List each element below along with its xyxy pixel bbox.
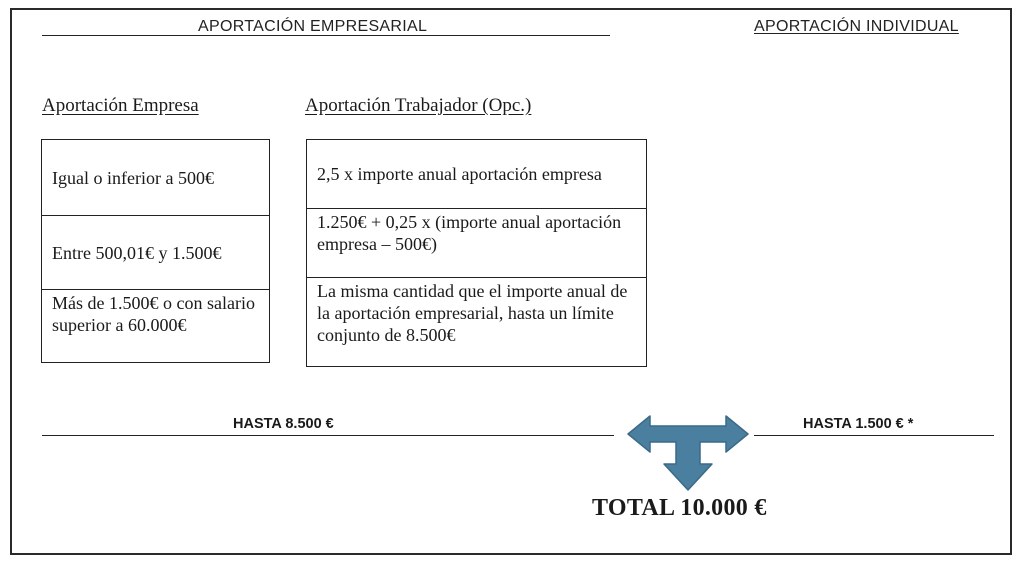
individual-limit-line: [754, 435, 994, 436]
total-label: TOTAL 10.000 €: [592, 495, 767, 521]
individual-contribution-heading: APORTACIÓN INDIVIDUAL: [754, 18, 959, 35]
company-row-3: Más de 1.500€ o con salario superior a 60.000€: [42, 289, 269, 362]
worker-row-1: 2,5 x importe anual aportación empresa: [317, 164, 602, 184]
company-contribution-heading: APORTACIÓN EMPRESARIAL: [198, 18, 428, 35]
worker-row-2: 1.250€ + 0,25 x (importe anual aportación empresa – 500€): [307, 208, 646, 277]
company-heading-line: [42, 35, 610, 36]
worker-column-title: Aportación Trabajador (Opc.): [305, 95, 532, 116]
company-limit-label: HASTA 8.500 €: [233, 416, 334, 432]
company-table: [41, 139, 270, 363]
company-limit-line: [42, 435, 614, 436]
arrow-shape: [628, 416, 748, 490]
company-row-2: Entre 500,01€ y 1.500€: [42, 215, 269, 289]
worker-table: [306, 139, 647, 367]
company-column-title: Aportación Empresa: [42, 95, 199, 116]
individual-limit-label: HASTA 1.500 € *: [803, 416, 914, 432]
combined-limit-arrow-icon: [626, 414, 750, 492]
company-row-1: Igual o inferior a 500€: [52, 167, 214, 188]
worker-row-3: La misma cantidad que el importe anual de la aportación empresarial, hasta un límite conjunto de 8.500€: [307, 277, 646, 366]
